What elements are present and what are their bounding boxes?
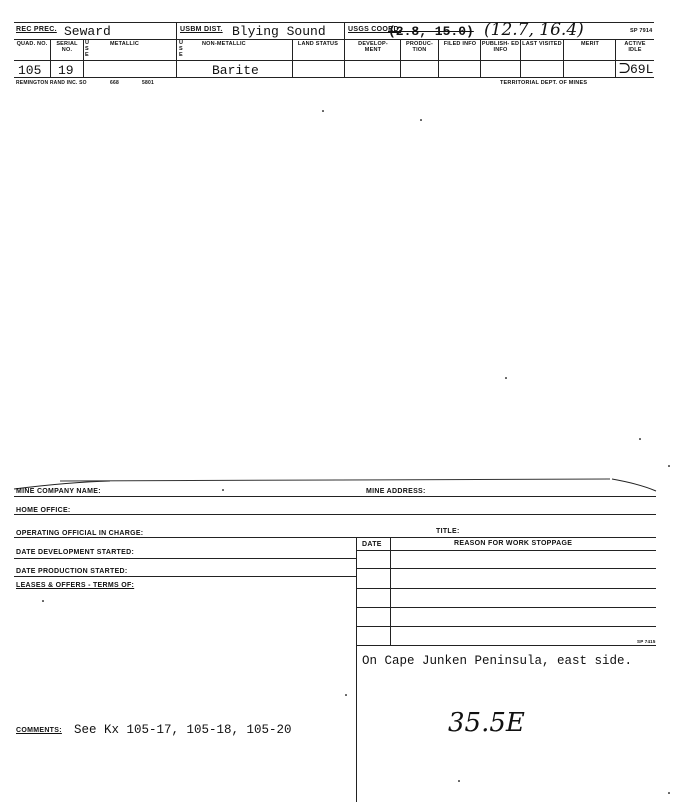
checkmark-icon: ⊃ — [618, 58, 632, 77]
use-nonmetallic-header: USE — [179, 40, 184, 58]
department-imprint: TERRITORIAL DEPT. OF MINES — [500, 80, 588, 86]
comments-label: COMMENTS: — [16, 727, 62, 734]
production-header: PRODUC- TION — [405, 41, 434, 53]
printer-code-1: 668 — [110, 80, 119, 86]
date-column-header: DATE — [362, 541, 382, 548]
speck — [322, 110, 324, 112]
speck — [505, 377, 507, 379]
published-info-header: PUBLISH- ED INFO — [481, 41, 520, 53]
top-form-number: SP 7914 — [630, 28, 653, 34]
printer-imprint: REMINGTON RAND INC. SO — [16, 80, 87, 86]
title-label: TITLE: — [436, 528, 460, 535]
usbm-dist-label: USBM DIST. — [180, 26, 223, 33]
speck — [458, 780, 460, 782]
speck — [639, 438, 641, 440]
last-visited-header: LAST VISITED — [522, 41, 562, 47]
speck — [345, 694, 347, 696]
development-header: DEVELOP- MENT — [358, 41, 388, 53]
location-note: On Cape Junken Peninsula, east side. — [362, 654, 633, 668]
active-idle-header: ACTIVE IDLE — [624, 41, 646, 53]
comments-value: See Kx 105-17, 105-18, 105-20 — [74, 723, 292, 737]
filed-info-header: FILED INFO — [443, 41, 477, 47]
nonmetallic-header: NON-METALLIC — [202, 41, 246, 47]
metallic-header: METALLIC — [110, 41, 139, 47]
reason-column-header: REASON FOR WORK STOPPAGE — [454, 540, 573, 547]
home-office-label: HOME OFFICE: — [16, 507, 71, 514]
speck — [42, 600, 44, 602]
usgs-coord-label: USGS COORD. — [348, 26, 402, 33]
printer-code-2: 5801 — [142, 80, 154, 86]
rec-prec-value: Seward — [64, 24, 111, 39]
bottom-form-number: SP 7415 — [637, 639, 656, 644]
serial-no-value: 19 — [58, 63, 74, 78]
usbm-dist-value: Blying Sound — [232, 24, 326, 39]
speck — [420, 119, 422, 121]
operating-official-label: OPERATING OFFICIAL IN CHARGE: — [16, 530, 144, 537]
quad-no-header: QUAD. NO. — [16, 41, 48, 47]
date-dev-started-label: DATE DEVELOPMENT STARTED: — [16, 549, 135, 556]
serial-no-header: SERIAL NO. — [56, 41, 78, 53]
speck — [668, 465, 670, 467]
handwritten-note: 35.5E — [448, 708, 525, 738]
leases-label: LEASES & OFFERS - TERMS OF: — [16, 582, 135, 589]
nonmetallic-value: Barite — [212, 63, 259, 78]
usgs-coord-handwritten: (12.7, 16.4) — [484, 20, 584, 40]
use-metallic-header: USE — [85, 40, 90, 58]
date-prod-started-label: DATE PRODUCTION STARTED: — [16, 568, 128, 575]
land-status-header: LAND STATUS — [297, 41, 339, 47]
speck — [668, 792, 670, 794]
merit-header: MERIT — [580, 41, 600, 47]
active-idle-value: 69L — [630, 62, 654, 77]
rec-prec-label: REC PREC. — [16, 26, 57, 33]
usgs-coord-value: (2.8, 15.0) — [388, 24, 474, 39]
mine-address-label: MINE ADDRESS: — [366, 488, 426, 495]
quad-no-value: 105 — [18, 63, 42, 78]
mine-company-name-label: MINE COMPANY NAME: — [16, 488, 101, 495]
